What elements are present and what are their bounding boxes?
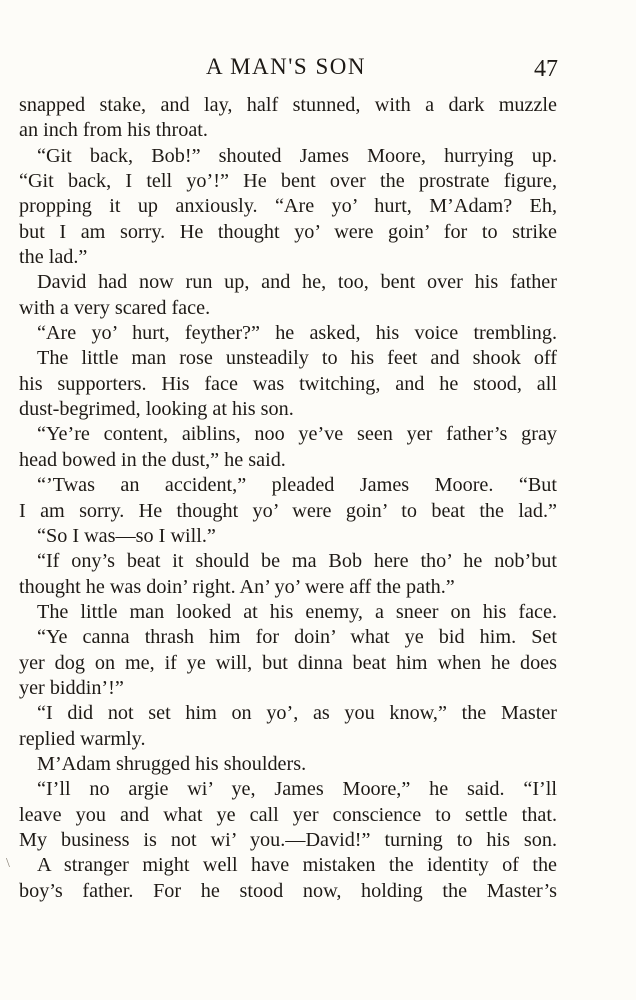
text-line: his supporters. His face was twitching, and he stood, all: [19, 372, 557, 395]
text-line: “Ye canna thrash him for doin’ what ye bid him. Set: [37, 626, 557, 649]
text-line: “Git back, Bob!” shouted James Moore, hurrying up.: [37, 144, 557, 167]
text-line: “Ye’re content, aiblins, noo ye’ve seen yer father’s gray: [37, 423, 557, 446]
text-line: The little man looked at his enemy, a sneer on his face.: [37, 600, 557, 623]
text-line: replied warmly.: [19, 727, 146, 750]
text-line: “If ony’s beat it should be ma Bob here tho’ he nob’but: [37, 550, 557, 573]
text-line: A stranger might well have mistaken the identity of the: [37, 854, 557, 877]
text-line: boy’s father. For he stood now, holding the Master’s: [19, 879, 557, 902]
text-line: dust-begrimed, looking at his son.: [19, 398, 294, 421]
text-line: The little man rose unsteadily to his feet and shook off: [37, 347, 557, 370]
text-line: “’Twas an accident,” pleaded James Moore. “But: [37, 474, 557, 497]
text-line: propping it up anxiously. “Are yo’ hurt, M’Adam? Eh,: [19, 195, 557, 218]
text-line: yer biddin’!”: [19, 676, 124, 699]
text-line: the lad.”: [19, 246, 88, 269]
text-line: I am sorry. He thought yo’ were goin’ to beat the lad.”: [19, 499, 557, 522]
running-title: A MAN'S SON: [206, 54, 366, 79]
text-line: head bowed in the dust,” he said.: [19, 448, 286, 471]
text-line: “Git back, I tell yo’!” He bent over the prostrate figure,: [19, 170, 557, 193]
text-line: M’Adam shrugged his shoulders.: [37, 752, 307, 775]
text-line: thought he was doin’ right. An’ yo’ were aff the path.”: [19, 575, 455, 598]
text-line: leave you and what ye call yer conscience to settle that.: [19, 803, 557, 826]
text-line: snapped stake, and lay, half stunned, with a dark muzzle: [19, 94, 557, 116]
text-line: “I’ll no argie wi’ ye, James Moore,” he said. “I’ll: [37, 778, 557, 801]
margin-mark: \: [6, 856, 10, 871]
text-line: “I did not set him on yo’, as you know,” the Master: [37, 702, 557, 725]
text-line: yer dog on me, if ye will, but dinna beat him when he does: [19, 651, 557, 674]
text-line: an inch from his throat.: [19, 119, 208, 142]
page-number: 47: [534, 56, 558, 82]
text-line: “So I was—so I will.”: [37, 524, 216, 547]
text-line: David had now run up, and he, too, bent over his father: [37, 271, 557, 294]
text-line: but I am sorry. He thought yo’ were goin’ for to strike: [19, 220, 557, 243]
text-line: “Are yo’ hurt, feyther?” he asked, his voice trembling.: [37, 322, 557, 345]
text-line: with a very scared face.: [19, 296, 211, 319]
text-line: My business is not wi’ you.—David!” turning to his son.: [19, 828, 557, 851]
running-header: [0, 52, 636, 86]
body-text: [19, 93, 557, 904]
